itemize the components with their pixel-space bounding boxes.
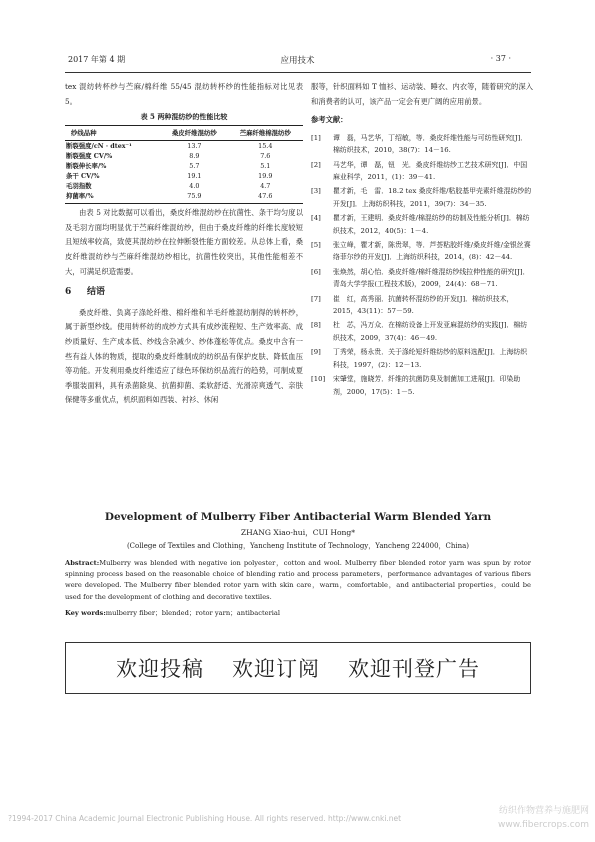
- table-cell: 毛羽指数: [66, 182, 92, 191]
- reference-text: 张焕然，胡心怡．桑皮纤维/棉纤维混纺纱线拉伸性能的研究[J]．青岛大学学报(工程技术版)，2009，24(4)：68－71.: [333, 267, 530, 289]
- table-header: 桑皮纤维混纺纱: [161, 126, 227, 141]
- reference-text: 谭 磊，马艺华，丁绍敏，等．桑皮纤维性能与可纺性研究[J]．棉纺织技术，2010，38(7)：14－16.: [333, 133, 528, 155]
- english-keywords: [65, 607, 531, 617]
- reference-number: [3]: [311, 187, 321, 196]
- table-cell: 13.7: [187, 142, 202, 151]
- reference-item: [311, 185, 533, 210]
- banner-submit: 欢迎投稿: [116, 657, 204, 681]
- header-issue: 2017 年第 4 期: [68, 55, 126, 64]
- reference-item: [311, 266, 533, 291]
- table-cell: 7.6: [260, 152, 271, 161]
- reference-item: [311, 159, 533, 184]
- watermark-name: 纺织作物营养与施肥网: [498, 806, 589, 816]
- table-row: [65, 151, 303, 161]
- references-heading: 参考文献：: [311, 115, 348, 125]
- table-header: 纱线品种: [65, 126, 161, 141]
- table-row: [65, 191, 303, 204]
- reference-item: [311, 212, 533, 237]
- reference-text: 杜 芯，冯万众．在棉纺设备上开发亚麻混纺纱的实践[J]．棉纺织技术，2009，37(4)：46－49.: [333, 321, 528, 342]
- abstract-text: Mulberry was blended with negative ion polyester，cotton and wool. Mulberry fiber blended rotor yarn was spun by rotor spinning process based on the reasonable choice of blending ratio and process parameters，performance advantages of various fibers were developed. The Mulberry fiber blended rotor yarn with skin care，warm，comfortable，and antibacterial properties，could be used for the development of clothing and decorative textiles.: [65, 559, 531, 601]
- copyright-footer: ?1994-2017 China Academic Journal Electronic Publishing House. All rights reserved. http://www.cnki.net: [8, 814, 402, 823]
- analysis-paragraph: 由表 5 对比数据可以看出，桑皮纤维混纺纱在抗菌性、条干均匀度以及毛羽方面均明显优于苎麻纤维混纺纱，但由于桑皮纤维的纤维长度较短且短绒率较高，致使其混纺纱在拉伸断裂性能方面较差。从总体上看，桑皮纤维混纺纱与苎麻纤维混纺纱相比，抗菌性较突出，其他性能相差不大，可满足织造需要。: [65, 208, 303, 276]
- performance-table: [65, 125, 303, 204]
- english-abstract-block: [65, 510, 531, 617]
- section-number: 6: [65, 287, 72, 298]
- table-cell: 条干 CV/%: [66, 172, 100, 181]
- table-cell: 4.7: [260, 182, 271, 191]
- section-heading: [65, 285, 303, 300]
- reference-text: 宋肇堂，施晓芳．纤维的抗菌防臭及制菌加工进展[J]．印染助剂，2000，17(5)：1－5.: [333, 375, 521, 396]
- reference-number: [7]: [311, 294, 321, 303]
- reference-number: [9]: [311, 348, 321, 357]
- header-page-number: · 37 ·: [490, 54, 511, 63]
- english-authors: ZHANG Xiao-hui，CUI Hong*: [240, 528, 356, 537]
- reference-item: [311, 319, 533, 344]
- reference-item: [311, 293, 533, 318]
- table-cell: 15.4: [258, 142, 273, 151]
- table-cell: 19.9: [258, 172, 273, 181]
- reference-text: 崔 红，高秀丽．抗菌转杯混纺纱的开发[J]．棉纺织技术，2015，43(11)：57－59.: [333, 294, 514, 316]
- conclusion-continued: 服等，针织面料如 T 恤衫、运动装、睡衣、内衣等，随着研究的深入和消费者的认可，该产品一定会有更广阔的应用前景。: [311, 82, 533, 106]
- reference-number: [1]: [311, 133, 321, 142]
- right-column: [311, 80, 533, 400]
- table-cell: 断裂强度 CV/%: [66, 152, 113, 161]
- reference-text: 丁秀荣，杨永贵．关于涤纶短纤维纺纱的原料选配[J]．上海纺织科技，1997，(2)：12－13.: [333, 348, 528, 369]
- site-watermark: [498, 804, 589, 832]
- banner-advertise: 欢迎刊登广告: [348, 657, 480, 681]
- left-column: [65, 80, 303, 408]
- table-row: [65, 141, 303, 152]
- reference-text: 马艺华，谭 磊，钮 光．桑皮纤维纺纱工艺技术研究[J]．中国麻业科学，2011，(1)：39－41.: [333, 160, 528, 181]
- table-cell: 断裂强度/cN · dtex⁻¹: [66, 142, 132, 151]
- table-cell: 19.1: [187, 172, 202, 181]
- reference-item: [311, 239, 533, 264]
- table-cell: 47.6: [228, 191, 303, 204]
- english-title: Development of Mulberry Fiber Antibacterial Warm Blended Yarn: [104, 511, 492, 523]
- reference-number: [5]: [311, 241, 321, 250]
- banner-subscribe: 欢迎订阅: [232, 657, 320, 681]
- table-row: [65, 181, 303, 191]
- reference-item: [311, 373, 533, 398]
- english-affiliation: (College of Textiles and Clothing，Yancheng Institute of Technology，Yancheng 224000，China): [126, 542, 470, 550]
- reference-number: [4]: [311, 214, 321, 223]
- keywords-text: mulberry fiber；blended；rotor yarn；antibacterial: [105, 608, 281, 617]
- header-rule: [65, 72, 531, 73]
- abstract-label: Abstract:: [65, 559, 100, 567]
- reference-text: 瞿才新，毛 雷．18.2 tex 桑皮纤维/粘胶基甲壳素纤维混纺纱的开发[J]．上海纺织科技，2011，39(7)：34－35.: [333, 187, 532, 208]
- intro-paragraph: tex 混纺转杯纱与苎麻/棉纤维 55/45 混纺转杯纱的性能指标对比见表 5。: [65, 82, 303, 106]
- english-abstract: [65, 558, 531, 603]
- table-cell: 5.7: [189, 162, 200, 171]
- journal-promo-banner: [65, 642, 531, 694]
- reference-text: 张立峰，瞿才新，陈贵翠，等．芦荟粘胶纤维/桑皮纤维/金银丝赛络菲尔纱的开发[J]．上海纺织科技，2014，(8)：42－44.: [333, 241, 531, 262]
- reference-item: [311, 346, 533, 371]
- header-section: 应用技术: [280, 56, 315, 66]
- reference-number: [8]: [311, 321, 321, 330]
- reference-text: 瞿才新，王建明．桑皮纤维/棉混纺纱的纺制及性能分析[J]．棉纺织技术，2012，40(5)：1－4.: [333, 214, 530, 235]
- table-row: [65, 171, 303, 181]
- references-list: [311, 132, 533, 398]
- keywords-label: Key words:: [65, 608, 106, 617]
- table-cell: 5.1: [260, 162, 271, 171]
- table-cell: 4.0: [189, 182, 200, 191]
- table-header: 苎麻纤维棉混纺纱: [228, 126, 303, 141]
- table-cell: 抑菌率/%: [65, 191, 161, 204]
- reference-number: [6]: [311, 267, 321, 276]
- reference-number: [10]: [311, 375, 326, 384]
- table-cell: 75.9: [161, 191, 227, 204]
- section-title: 结语: [87, 287, 106, 298]
- reference-number: [2]: [311, 160, 321, 169]
- table-cell: 断裂伸长率/%: [66, 162, 107, 171]
- table-cell: 8.9: [189, 152, 200, 161]
- table-caption: 表 5 两种混纺纱的性能比较: [140, 112, 228, 122]
- watermark-url: www.fibercrops.com: [498, 820, 589, 830]
- conclusion-paragraph: 桑皮纤维、负离子涤纶纤维、棉纤维和羊毛纤维混纺制得的转杯纱，属于新型纱线。使用转杯纺的成纱方式具有成纱流程短、生产效率高、成纱质量好、生产成本低、纱线含杂减少、纱体蓬松等优点。桑皮中含有一些有益人体的物质，提取的桑皮纤维制成的纺织品有保护皮肤、降低血压等功能。开发利用桑皮纤维适应了绿色环保纺织品流行的趋势，可制成夏季服装面料，具有杀菌除臭、抗菌抑菌、柔软舒适、光滑凉爽透气、亲肤保健等多重优点，机织面料如西装、衬衫、休闲: [65, 307, 303, 405]
- table-row: [65, 161, 303, 171]
- reference-item: [311, 132, 533, 157]
